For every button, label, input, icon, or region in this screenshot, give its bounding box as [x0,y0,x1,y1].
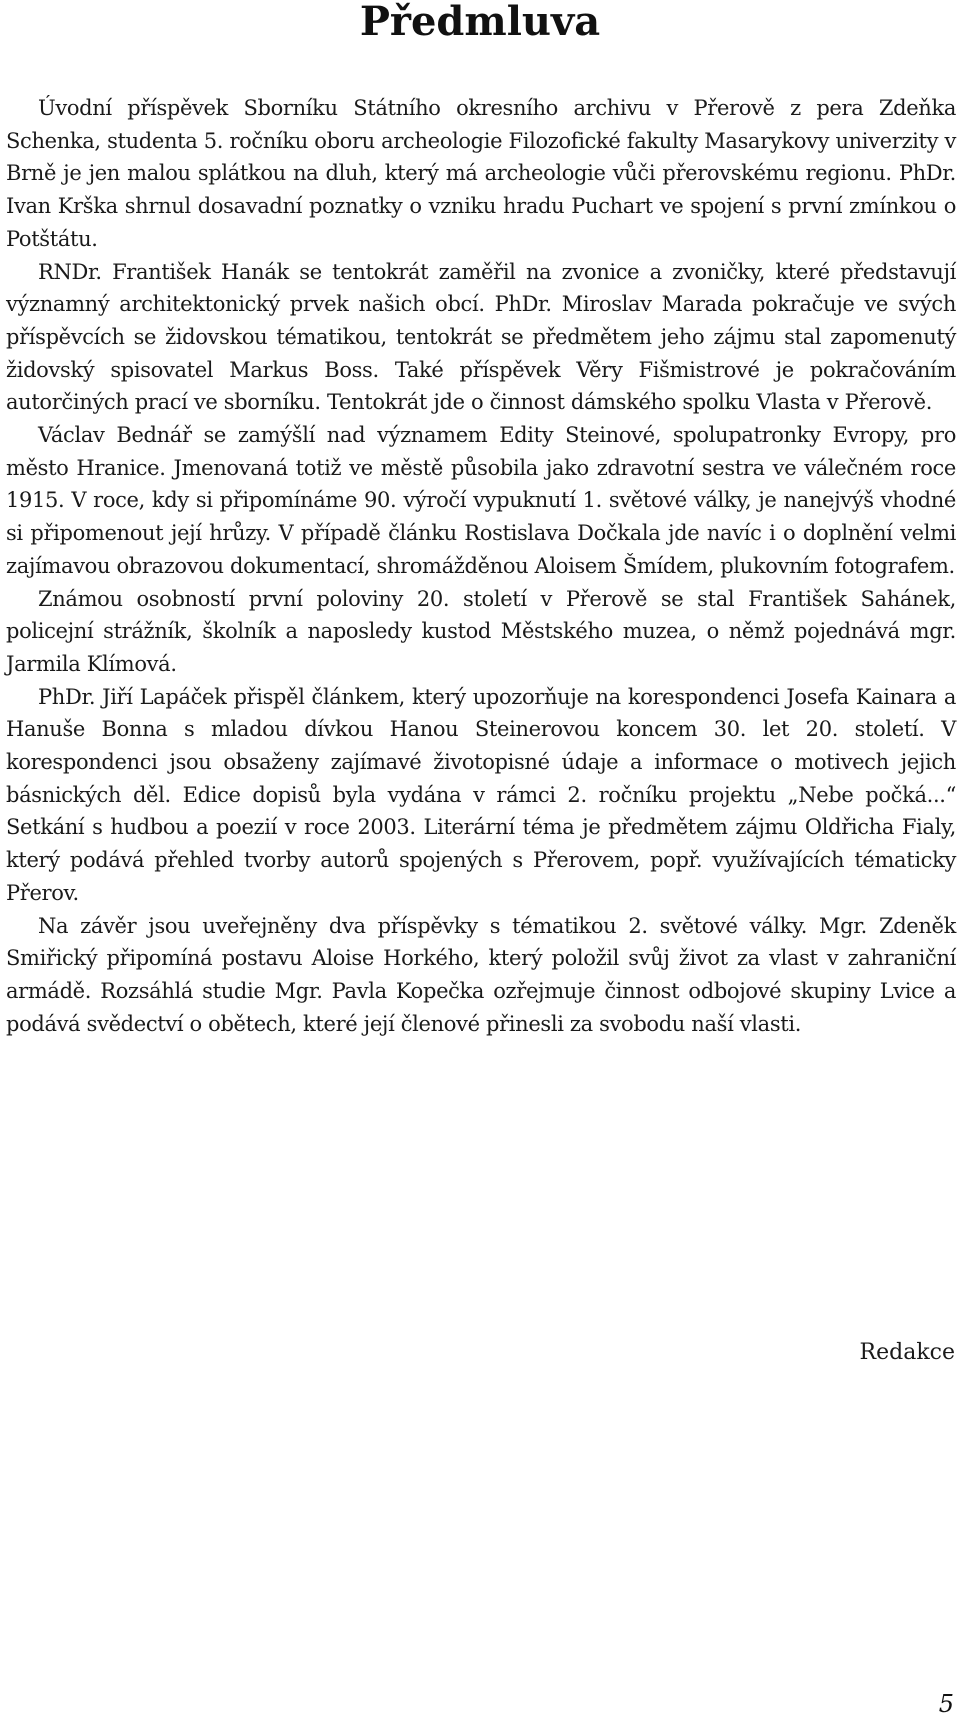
preface-body [6,92,956,1040]
signature: Redakce [859,1340,955,1365]
paragraph: RNDr. František Hanák se tentokrát zaměřil na zvonice a zvoničky, které představují významný architektonický prvek našich obcí. PhDr. Miroslav Marada pokračuje ve svých příspěvcích se židovskou tématikou, tentokrát se předmětem jeho zájmu stal zapomenutý židovský spisovatel Markus Boss. Také příspěvek Věry Fišmistrové je pokračováním autorčiných prací ve sborníku. Tentokrát jde o činnost dámského spolku Vlasta v Přerově. [6,259,956,415]
paragraph: PhDr. Jiří Lapáček přispěl článkem, který upozorňuje na korespondenci Josefa Kainara a Hanuše Bonna s mladou dívkou Hanou Steinerovou koncem 30. let 20. století. V korespondenci jsou obsaženy zajímavé životopisné údaje a informace o motivech jejich básnických děl. Edice dopisů byla vydána v rámci 2. ročníku projektu „Nebe počká...“ Setkání s hudbou a poezií v roce 2003. Literární téma je předmětem zájmu Oldřicha Fialy, který podává přehled tvorby autorů spojených s Přerovem, popř. využívajících tématicky Přerov. [6,684,956,905]
paragraph: Známou osobností první poloviny 20. století v Přerově se stal František Sahánek, policejní strážník, školník a naposledy kustod Městského muzea, o němž pojednává mgr. Jarmila Klímová. [6,586,956,676]
page-number: 5 [938,1690,954,1718]
paragraph: Úvodní příspěvek Sborníku Státního okresního archivu v Přerově z pera Zdeňka Schenka, studenta 5. ročníku oboru archeologie Filozofické fakulty Masarykovy univerzity v Brně je jen malou splátkou na dluh, který má archeologie vůči přerovskému regionu. PhDr. Ivan Krška shrnul dosavadní poznatky o vzniku hradu Puchart ve spojení s první zmínkou o Potštátu. [6,96,956,251]
paragraph: Václav Bednář se zamýšlí nad významem Edity Steinové, spolupatronky Evropy, pro město Hranice. Jmenovaná totiž ve městě působila jako zdravotní sestra ve válečném roce 1915. V roce, kdy si připomínáme 90. výročí vypuknutí 1. světové války, je nanejvýš vhodné si připomenout její hrůzy. V případě článku Rostislava Dočkala jde navíc i o doplnění velmi zajímavou obrazovou dokumentací, shromážděnou Aloisem Šmídem, plukovním fotografem. [6,423,956,578]
paragraph: Na závěr jsou uveřejněny dva příspěvky s tématikou 2. světové války. Mgr. Zdeněk Smiřický připomíná postavu Aloise Horkého, který položil svůj život za vlast v zahraniční armádě. Rozsáhlá studie Mgr. Pavla Kopečka ozřejmuje činnost odbojové skupiny Lvice a podává svědectví o obětech, které její členové přinesli za svobodu naší vlasti. [6,913,956,1036]
page-title: Předmluva [359,0,601,45]
